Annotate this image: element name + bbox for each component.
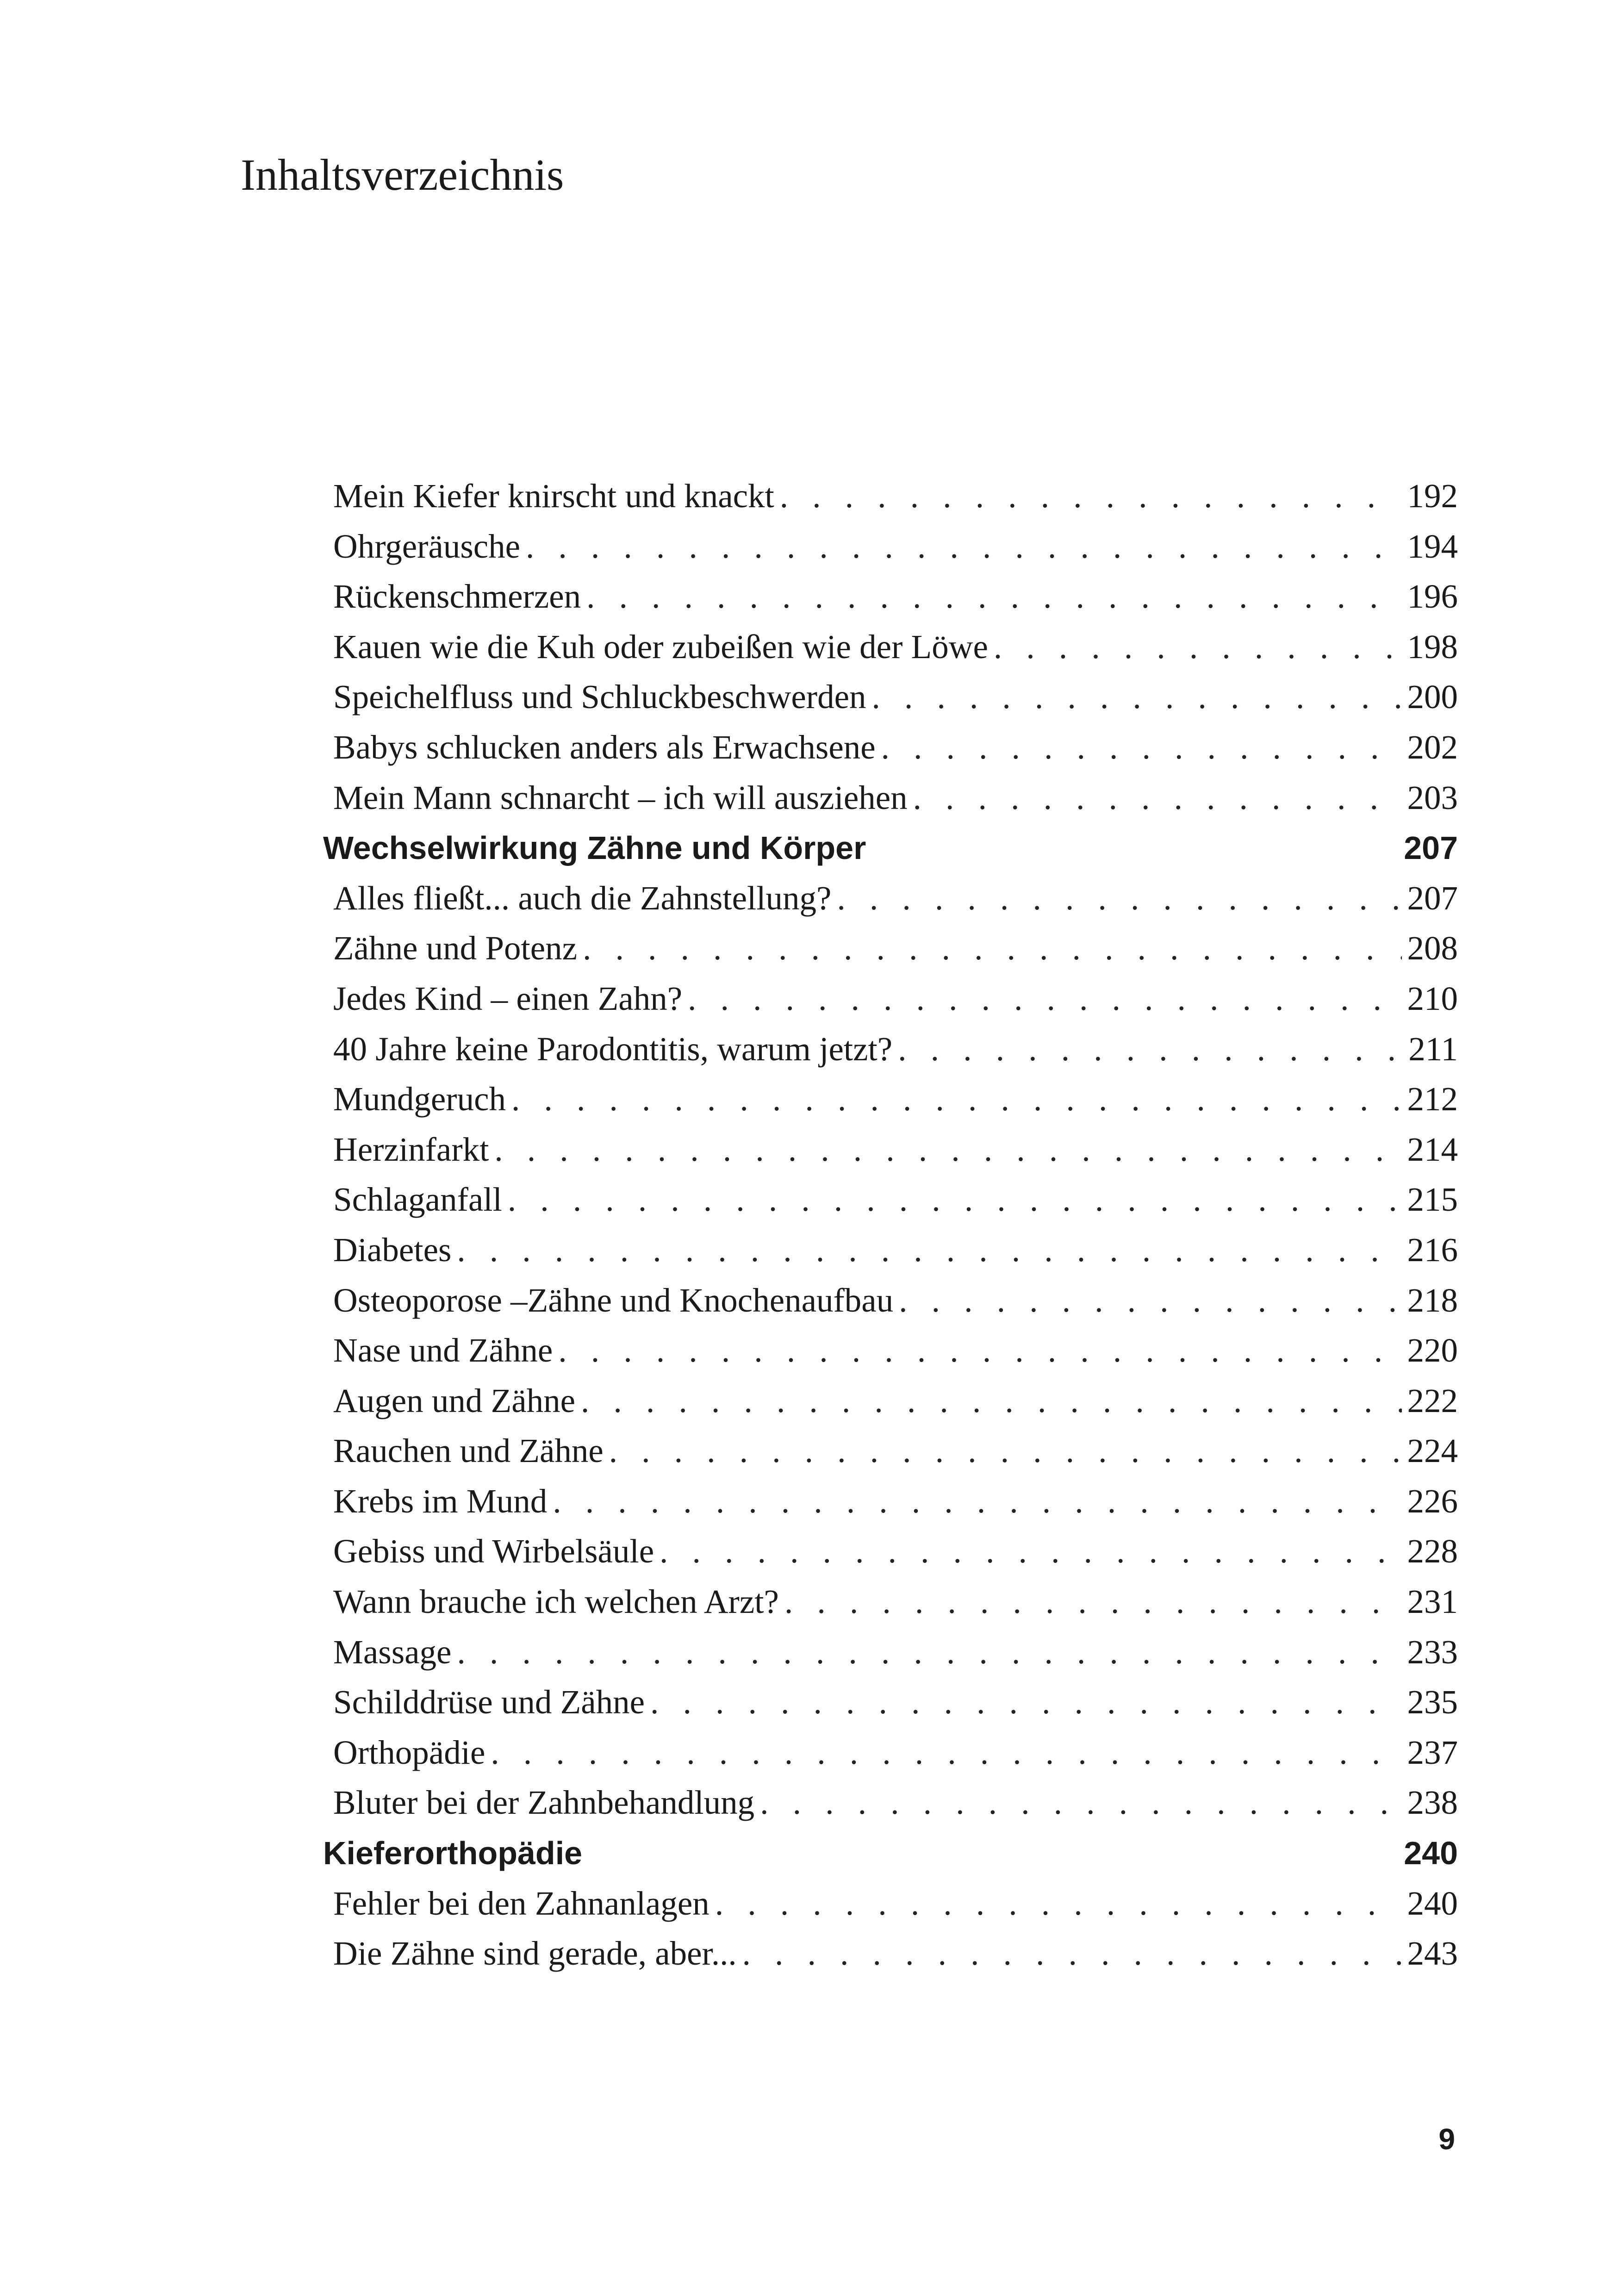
dot-leader	[913, 773, 1402, 823]
dot-leader	[457, 1627, 1401, 1678]
dot-leader	[526, 522, 1401, 572]
toc-entry-page: 240	[1407, 1884, 1458, 1922]
toc-entry	[333, 773, 1458, 823]
dot-leader	[650, 1677, 1401, 1728]
toc-entry-title: Babys schlucken anders als Erwachsene	[333, 728, 876, 766]
section-page: 207	[1404, 830, 1458, 866]
toc-entry-title: Mundgeruch	[333, 1080, 506, 1118]
section-title: Kieferorthopädie	[323, 1835, 583, 1872]
toc-entry-page: 196	[1407, 578, 1458, 616]
toc-entry	[333, 1728, 1458, 1778]
toc-entry-title: Bluter bei der Zahnbehandlung	[333, 1784, 755, 1822]
toc-entry	[333, 1376, 1458, 1426]
dot-leader	[494, 1125, 1401, 1175]
toc-entry-title: Mein Kiefer knirscht und knackt	[333, 477, 774, 515]
toc-entry-page: 214	[1407, 1130, 1458, 1168]
page-number: 9	[1438, 2122, 1455, 2156]
toc-section-heading	[323, 1828, 1458, 1879]
toc-entry	[333, 1627, 1458, 1678]
dot-leader	[457, 1225, 1401, 1276]
section-title: Wechselwirkung Zähne und Körper	[323, 830, 866, 866]
toc-entry	[333, 1577, 1458, 1627]
toc-entry-title: Nase und Zähne	[333, 1332, 553, 1369]
dot-leader	[994, 622, 1402, 672]
toc-entry-page: 211	[1408, 1030, 1458, 1068]
toc-entry-page: 208	[1407, 929, 1458, 967]
toc-entry-page: 212	[1407, 1080, 1458, 1118]
dot-leader	[899, 1276, 1401, 1326]
toc-entry-title: Alles fließt... auch die Zahnstellung?	[333, 879, 832, 917]
toc-entry	[333, 1175, 1458, 1225]
toc-entry-page: 222	[1407, 1381, 1458, 1419]
dot-leader	[760, 1778, 1401, 1828]
table-of-contents	[323, 471, 1458, 1979]
dot-leader	[715, 1879, 1402, 1929]
toc-entry-page: 215	[1407, 1181, 1458, 1219]
toc-entry-title: Fehler bei den Zahnanlagen	[333, 1884, 709, 1922]
toc-entry-page: 207	[1407, 879, 1458, 917]
toc-entry-page: 216	[1407, 1231, 1458, 1269]
toc-entry-page: 210	[1407, 979, 1458, 1017]
toc-entry-page: 200	[1407, 678, 1458, 716]
dot-leader	[780, 471, 1402, 522]
toc-entry-page: 237	[1407, 1733, 1458, 1771]
toc-entry	[333, 873, 1458, 924]
toc-entry-page: 198	[1407, 628, 1458, 666]
toc-entry	[333, 1476, 1458, 1527]
section-page: 240	[1404, 1835, 1458, 1872]
dot-leader	[491, 1728, 1401, 1778]
toc-entry	[333, 1325, 1458, 1376]
toc-entry	[333, 1677, 1458, 1728]
toc-entry-title: Schlaganfall	[333, 1181, 502, 1219]
toc-entry	[333, 1929, 1458, 1979]
toc-entry-title: Zähne und Potenz	[333, 929, 578, 967]
toc-entry-title: Speichelfluss und Schluckbeschwerden	[333, 678, 866, 716]
toc-entry-page: 202	[1407, 728, 1458, 766]
toc-entry-page: 231	[1407, 1583, 1458, 1621]
toc-entry-page: 233	[1407, 1633, 1458, 1671]
toc-entry-title: Massage	[333, 1633, 452, 1671]
toc-entry	[333, 1074, 1458, 1125]
dot-leader	[609, 1426, 1402, 1476]
toc-entry-title: Diabetes	[333, 1231, 452, 1269]
toc-entry-page: 218	[1407, 1281, 1458, 1319]
toc-entry-page: 228	[1407, 1532, 1458, 1570]
toc-entry-title: Mein Mann schnarcht – ich will ausziehen	[333, 778, 908, 816]
toc-entry-title: Augen und Zähne	[333, 1381, 576, 1419]
toc-entry-page: 192	[1407, 477, 1458, 515]
toc-entry-page: 238	[1407, 1784, 1458, 1822]
toc-entry	[333, 923, 1458, 974]
toc-entry-title: Kauen wie die Kuh oder zubeißen wie der Löwe	[333, 628, 988, 666]
dot-leader	[511, 1074, 1401, 1125]
dot-leader	[586, 572, 1401, 622]
toc-entry-title: Jedes Kind – einen Zahn?	[333, 979, 683, 1017]
page-title: Inhaltsverzeichnis	[241, 150, 564, 199]
toc-entry-page: 220	[1407, 1332, 1458, 1369]
toc-entry-title: Die Zähne sind gerade, aber...	[333, 1935, 737, 1972]
toc-entry-title: Gebiss und Wirbelsäule	[333, 1532, 654, 1570]
toc-entry	[333, 1125, 1458, 1175]
dot-leader	[558, 1325, 1401, 1376]
dot-leader	[660, 1526, 1401, 1577]
toc-entry-page: 235	[1407, 1683, 1458, 1721]
toc-entry-title: Rauchen und Zähne	[333, 1432, 604, 1470]
toc-entry-page: 203	[1407, 778, 1458, 816]
dot-leader	[553, 1476, 1401, 1527]
toc-entry	[333, 1879, 1458, 1929]
toc-entry-title: Ohrgeräusche	[333, 527, 521, 565]
toc-entry	[333, 572, 1458, 622]
dot-leader	[872, 672, 1402, 722]
toc-entry-page: 243	[1407, 1935, 1458, 1972]
toc-entry-title: 40 Jahre keine Parodontitis, warum jetzt?	[333, 1030, 893, 1068]
toc-entry-page: 226	[1407, 1482, 1458, 1520]
toc-entry	[333, 722, 1458, 773]
toc-entry	[333, 1778, 1458, 1828]
toc-entry	[333, 522, 1458, 572]
dot-leader	[508, 1175, 1402, 1225]
dot-leader	[581, 1376, 1401, 1426]
toc-entry	[333, 1526, 1458, 1577]
toc-entry-title: Krebs im Mund	[333, 1482, 548, 1520]
toc-entry	[333, 622, 1458, 672]
toc-entry-title: Schilddrüse und Zähne	[333, 1683, 645, 1721]
dot-leader	[837, 873, 1401, 924]
dot-leader	[784, 1577, 1402, 1627]
toc-entry-page: 194	[1407, 527, 1458, 565]
toc-entry	[333, 1024, 1458, 1075]
toc-entry-title: Rückenschmerzen	[333, 578, 581, 616]
toc-entry-page: 224	[1407, 1432, 1458, 1470]
dot-leader	[583, 923, 1401, 974]
toc-entry	[333, 974, 1458, 1024]
dot-leader	[688, 974, 1401, 1024]
toc-entry-title: Orthopädie	[333, 1733, 485, 1771]
toc-entry-title: Herzinfarkt	[333, 1130, 489, 1168]
toc-section-heading	[323, 823, 1458, 873]
dot-leader	[742, 1929, 1402, 1979]
toc-entry	[333, 471, 1458, 522]
toc-entry-title: Wann brauche ich welchen Arzt?	[333, 1583, 779, 1621]
dot-leader	[881, 722, 1402, 773]
toc-entry	[333, 672, 1458, 722]
toc-entry	[333, 1426, 1458, 1476]
toc-entry	[333, 1276, 1458, 1326]
toc-entry-title: Osteoporose –Zähne und Knochenaufbau	[333, 1281, 894, 1319]
toc-entry	[333, 1225, 1458, 1276]
dot-leader	[898, 1024, 1403, 1075]
